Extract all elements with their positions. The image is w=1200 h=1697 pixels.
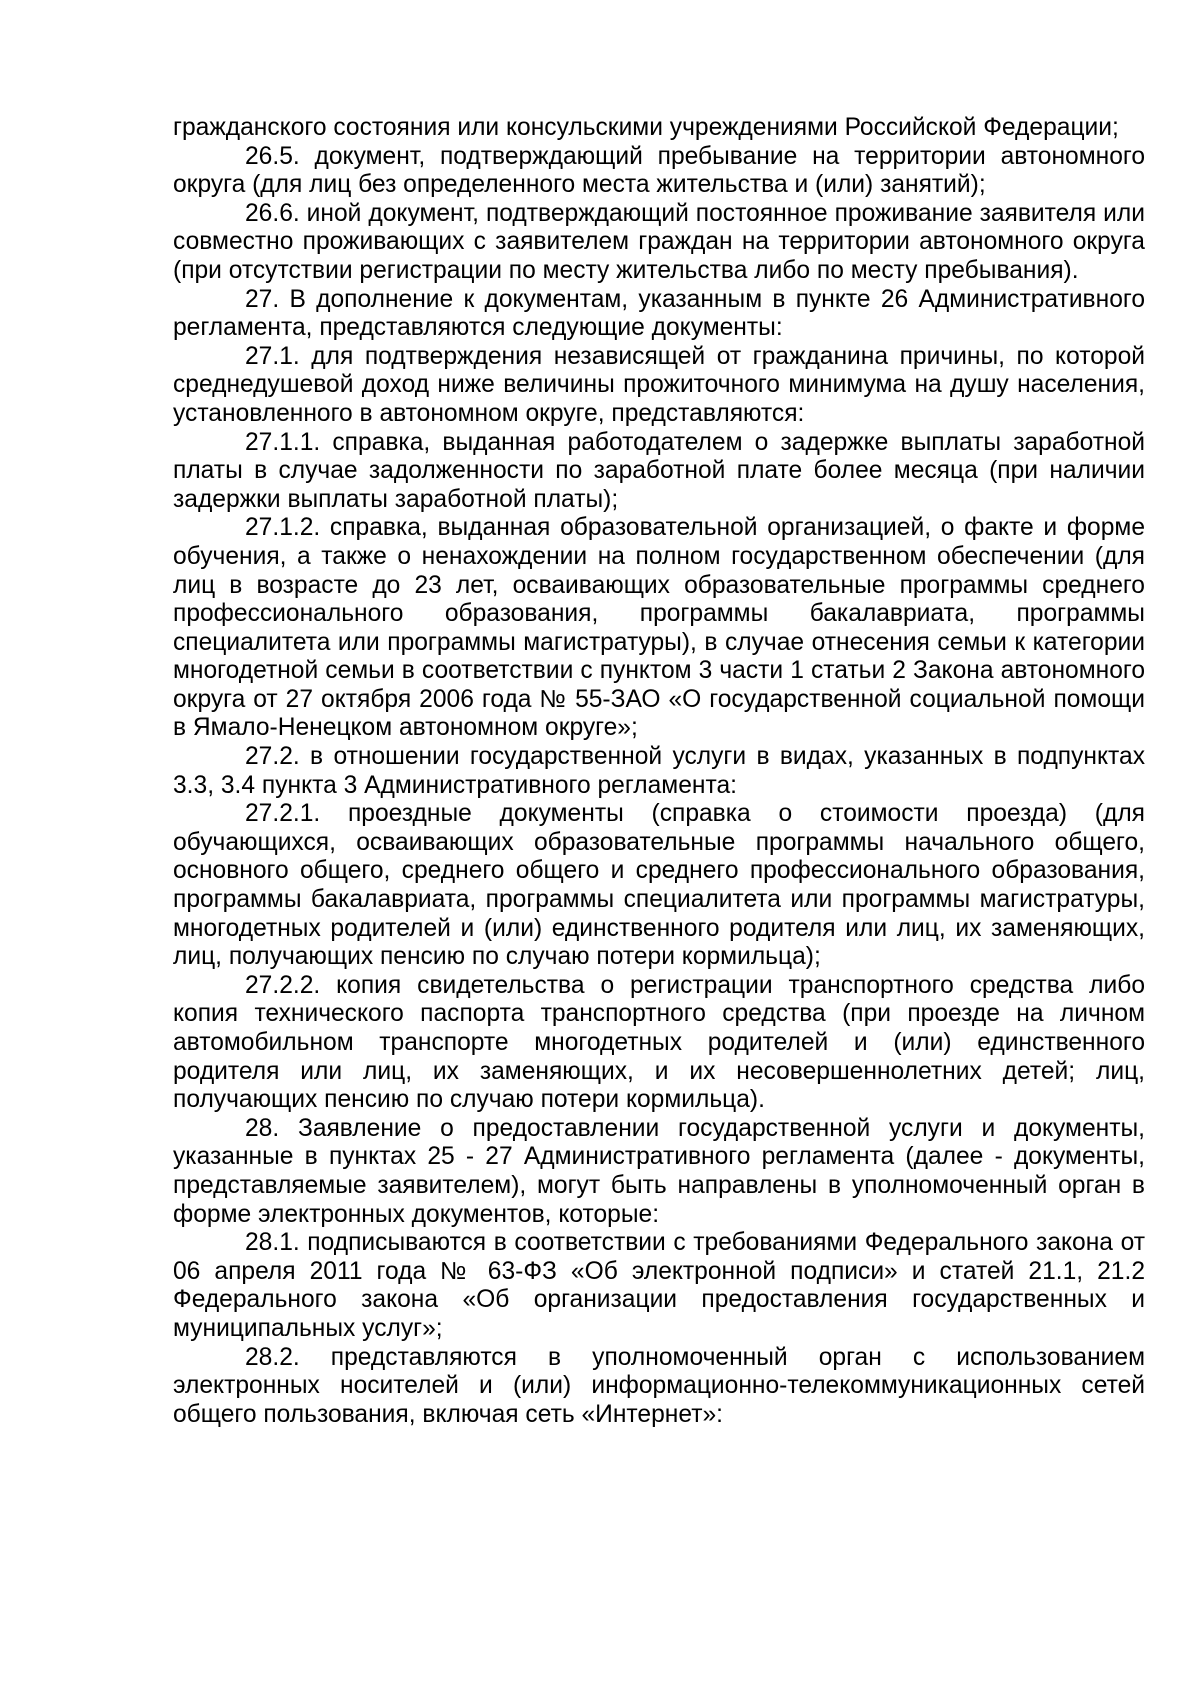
paragraph-27-2-2: 27.2.2. копия свидетельства о регистрации транспортного средства либо копия технического паспорта транспортного средства (при проезде на личном автомобильном транспорте многодетных родителей и (или) единственного родителя или лиц, их заменяющих, и их несовершеннолетних детей; лиц, получающих пенсию по случаю потери кормильца).: [173, 971, 1145, 1114]
paragraph-27: 27. В дополнение к документам, указанным в пункте 26 Административного регламента, представляются следующие документы:: [173, 285, 1145, 342]
paragraph-28: 28. Заявление о предоставлении государственной услуги и документы, указанные в пунктах 25 - 27 Административного регламента (далее - документы, представляемые заявителем), могут быть направлены в уполномоченный орган в форме электронных документов, которые:: [173, 1114, 1145, 1228]
paragraph-26-5: 26.5. документ, подтверждающий пребывание на территории автономного округа (для лиц без определенного места жительства и (или) занятий);: [173, 142, 1145, 199]
paragraph-27-1-1: 27.1.1. справка, выданная работодателем о задержке выплаты заработной платы в случае задолженности по заработной плате более месяца (при наличии задержки выплаты заработной платы);: [173, 428, 1145, 513]
paragraph-28-2: 28.2. представляются в уполномоченный орган с использованием электронных носителей и (или) информационно-телекоммуникационных сетей общего пользования, включая сеть «Интернет»:: [173, 1343, 1145, 1428]
paragraph-27-1-2: 27.1.2. справка, выданная образовательной организацией, о факте и форме обучения, а также о ненахождении на полном государственном обеспечении (для лиц в возрасте до 23 лет, осваивающих образовательные программы среднего профессионального образования, программы бакалавриата, программы специалитета или программы магистратуры), в случае отнесения семьи к категории многодетной семьи в соответствии с пунктом 3 части 1 статьи 2 Закона автономного округа от 27 октября 2006 года № 55-ЗАО «О государственной социальной помощи в Ямало-Ненецком автономном округе»;: [173, 514, 1145, 742]
paragraph-27-2: 27.2. в отношении государственной услуги в видах, указанных в подпунктах 3.3, 3.4 пункта 3 Административного регламента:: [173, 743, 1145, 799]
paragraph-27-2-1: 27.2.1. проездные документы (справка о стоимости проезда) (для обучающихся, осваивающих образовательные программы начального общего, основного общего, среднего общего и среднего профессионального образования, программы бакалавриата, программы специалитета или программы магистратуры, многодетных родителей и (или) единственного родителя или лиц, их заменяющих, лиц, получающих пенсию по случаю потери кормильца);: [173, 800, 1145, 971]
document-body: [173, 114, 1145, 1429]
paragraph-continuation: гражданского состояния или консульскими учреждениями Российской Федерации;: [173, 114, 1119, 141]
paragraph-28-1: 28.1. подписываются в соответствии с требованиями Федерального закона от 06 апреля 2011 года № 63-ФЗ «Об электронной подписи» и статей 21.1, 21.2 Федерального закона «Об организации предоставления государственных и муниципальных услуг»;: [173, 1229, 1145, 1342]
paragraph-27-1: 27.1. для подтверждения независящей от гражданина причины, по которой среднедушевой доход ниже величины прожиточного минимума на душу населения, установленного в автономном округе, представляются:: [173, 342, 1145, 427]
paragraph-26-6: 26.6. иной документ, подтверждающий постоянное проживание заявителя или совместно проживающих с заявителем граждан на территории автономного округа (при отсутствии регистрации по месту жительства либо по месту пребывания).: [173, 199, 1145, 284]
